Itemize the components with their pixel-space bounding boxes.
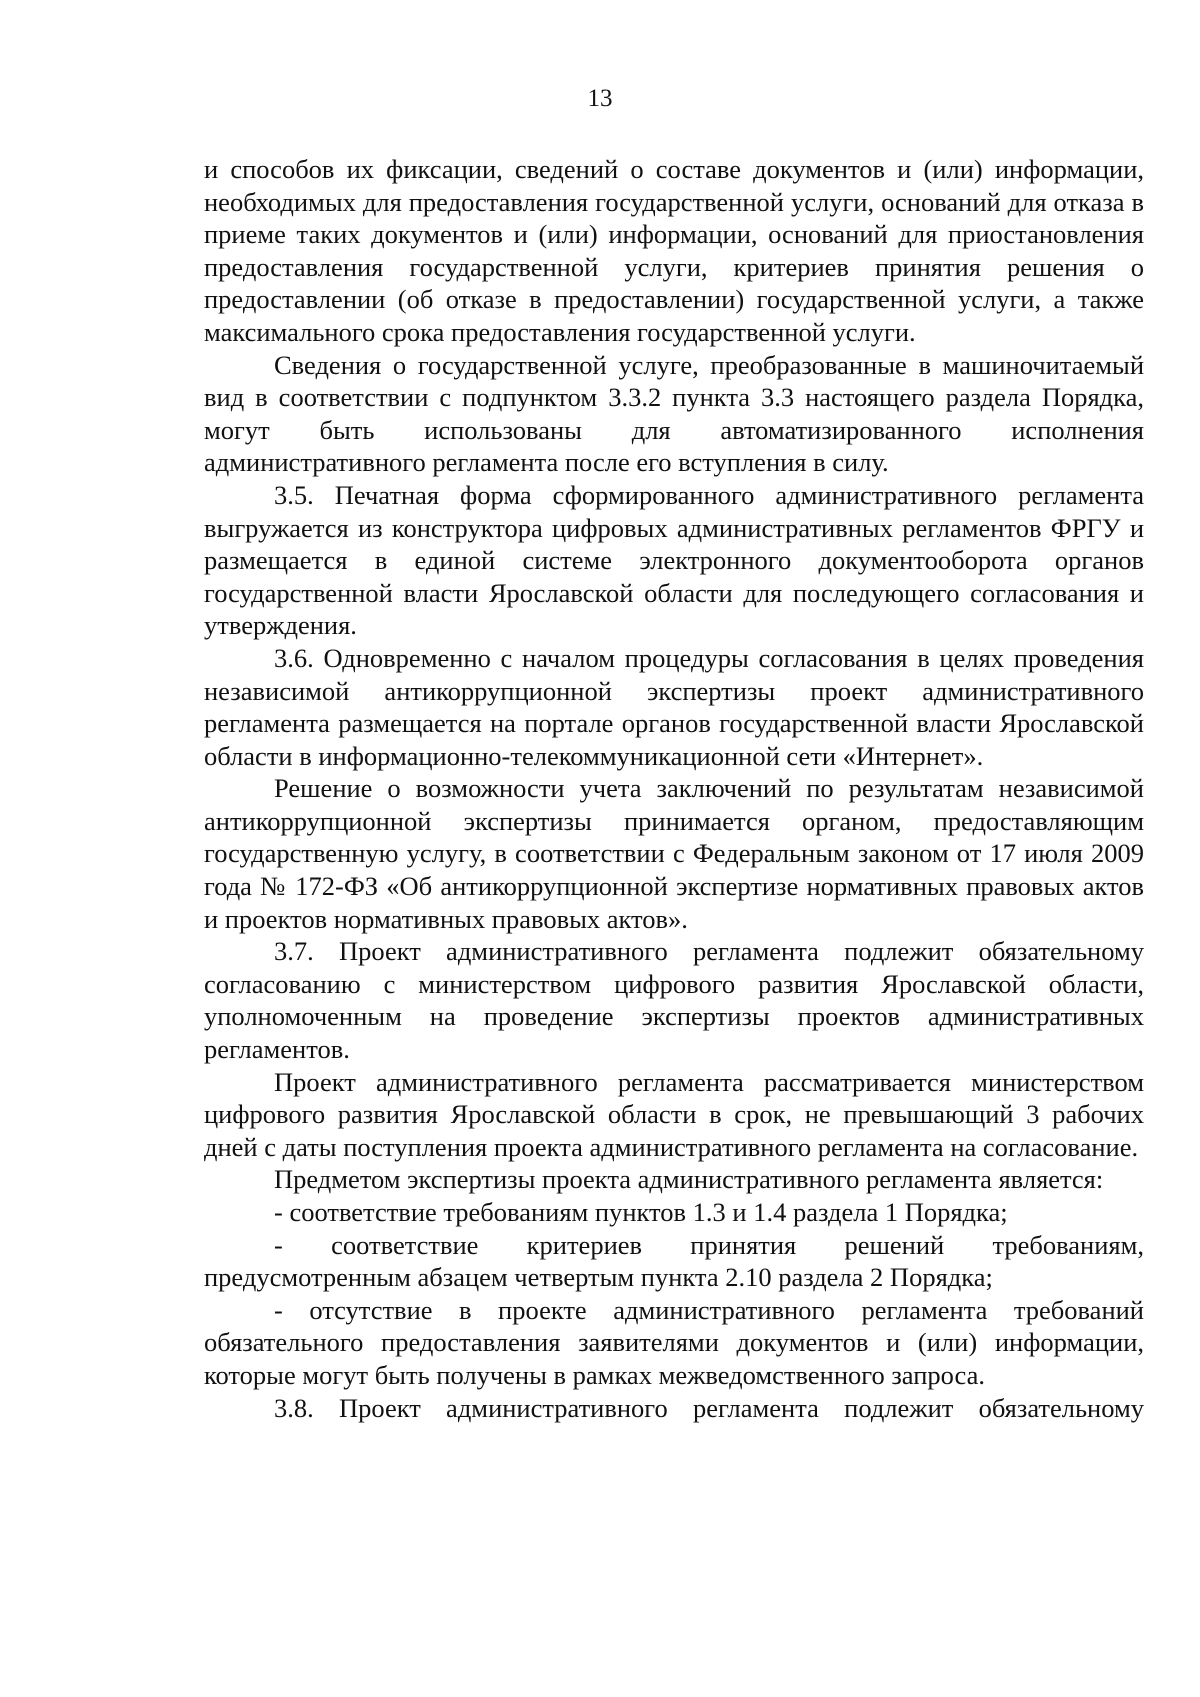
paragraph-expertise-subject: Предметом экспертизы проекта административного регламента является: — [274, 1164, 1104, 1195]
paragraph-3-7: 3.7. Проект административного регламента подлежит обязательному согласованию с министерством цифрового развития Ярославской области, уполномоченным на проведение экспертизы проектов административных регламентов. — [204, 936, 1144, 1065]
page-number: 13 — [587, 85, 613, 112]
paragraph-review-term: Проект административного регламента рассматривается министерством цифрового развития Ярославской области в срок, не превышающий 3 рабочих дней с даты поступления проекта административного регламента на согласование. — [204, 1066, 1144, 1162]
list-item-no-extra-requirements: - отсутствие в проекте административного регламента требований обязательного предоставления заявителями документов и (или) информации, которые могут быть получены в рамках межведомственного запроса. — [204, 1294, 1144, 1390]
paragraph-machine-readable-info: Сведения о государственной услуге, преобразованные в машиночитаемый вид в соответствии с подпунктом 3.3.2 пункта 3.3 настоящего раздела Порядка, могут быть использованы для автоматизированного исполнения административного регламента после его вступления в силу. — [204, 349, 1144, 478]
list-item-requirements: - соответствие требованиям пунктов 1.3 и 1.4 раздела 1 Порядка; — [274, 1197, 1008, 1227]
paragraph-anticorruption-decision: Решение о возможности учета заключений по результатам независимой антикоррупционной экспертизы принимается органом, предоставляющим государственную услугу, в соответствии с Федеральным законом от 17 июля 2009 года № 172-ФЗ «Об антикоррупционной экспертизе нормативных правовых актов и проектов нормативных правовых актов». — [204, 773, 1144, 934]
paragraph-3-8: 3.8. Проект административного регламента подлежит обязательному — [274, 1392, 1144, 1423]
document-body — [204, 153, 1144, 1424]
list-item-criteria: - соответствие критериев принятия решений требованиям, предусмотренным абзацем четвертым пункта 2.10 раздела 2 Порядка; — [204, 1229, 1144, 1293]
paragraph-3-5: 3.5. Печатная форма сформированного административного регламента выгружается из конструктора цифровых административных регламентов ФРГУ и размещается в единой системе электронного документооборота органов государственной власти Ярославской области для последующего согласования и утверждения. — [204, 479, 1144, 641]
paragraph-3-6: 3.6. Одновременно с началом процедуры согласования в целях проведения независимой антикоррупционной экспертизы проект административного регламента размещается на портале органов государственной власти Ярославской области в информационно-телекоммуникационной сети «Интернет». — [204, 642, 1144, 771]
paragraph-continuation: и способов их фиксации, сведений о составе документов и (или) информации, необходимых для предоставления государственной услуги, оснований для отказа в приеме таких документов и (или) информации, оснований для приостановления предоставления государственной услуги, критериев принятия решения о предоставлении (об отказе в предоставлении) государственной услуги, а также максимального срока предоставления государственной услуги. — [204, 154, 1144, 347]
